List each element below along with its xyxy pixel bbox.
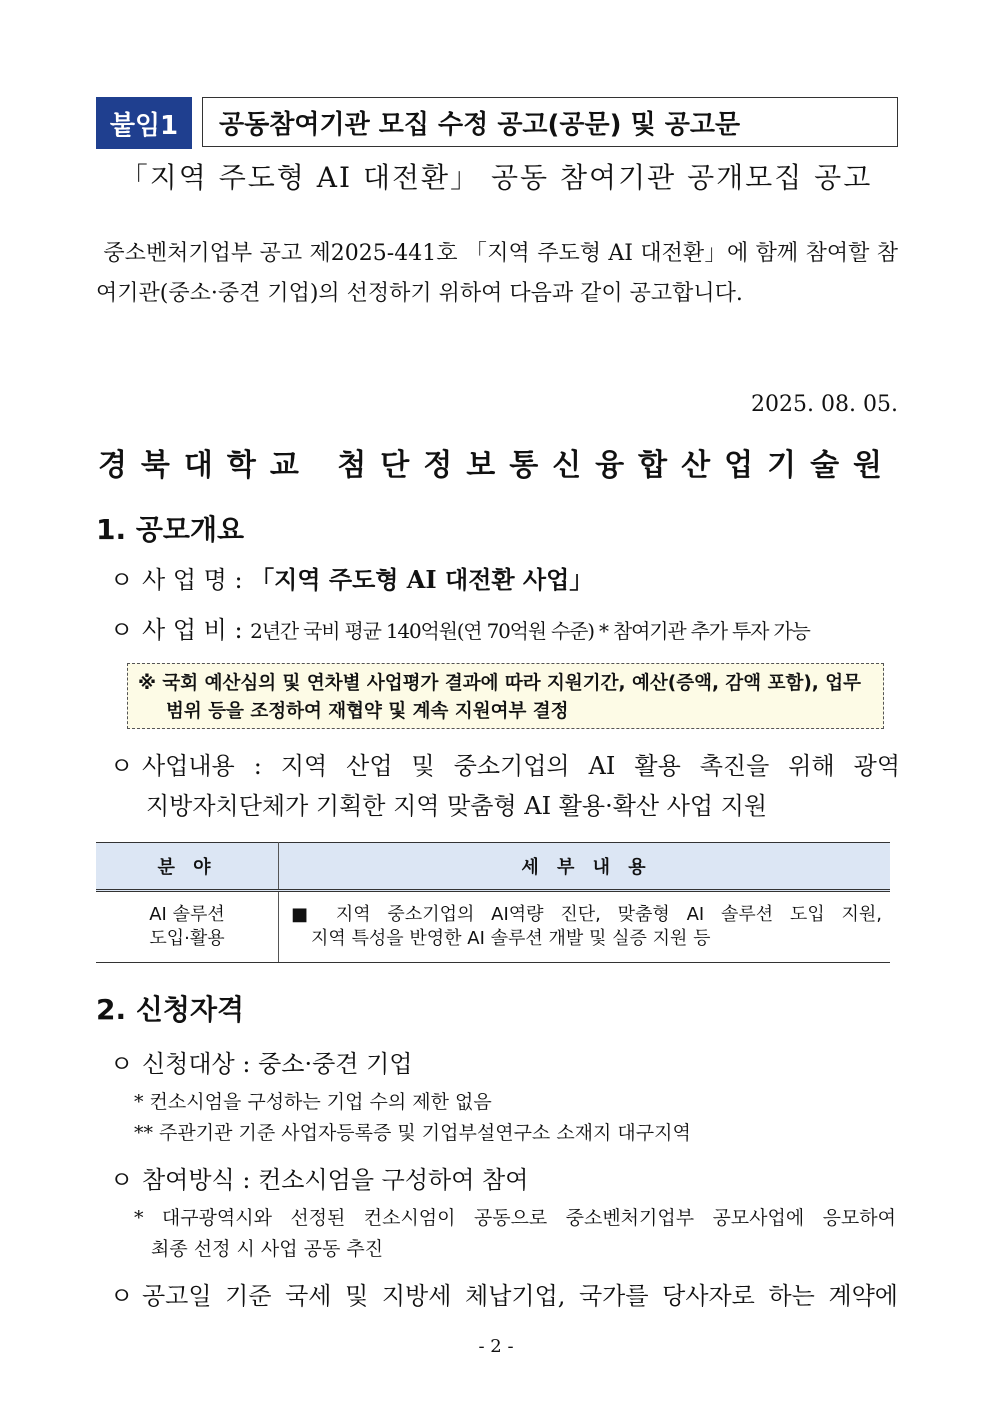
page-number: - 2 - bbox=[478, 1336, 514, 1357]
header-title: 공동참여기관 모집 수정 공고(공문) 및 공고문 bbox=[202, 97, 898, 147]
bullet-symbol: ㅇ bbox=[110, 566, 134, 594]
content-text-1: 지역 산업 및 중소기업의 AI 활용 촉진을 위해 광역 bbox=[280, 752, 901, 780]
bullet-symbol: ㅇ bbox=[110, 1282, 134, 1310]
section-2-title: 2. 신청자격 bbox=[96, 993, 245, 1026]
method-note-line-2: 최종 선정 시 사업 공동 추진 bbox=[151, 1238, 384, 1260]
bullet-symbol: ㅇ bbox=[110, 616, 134, 644]
content-label: 사업내용 : bbox=[142, 752, 262, 780]
content-line-2: 지방자치단체가 기획한 지역 맞춤형 AI 활용·확산 사업 지원 bbox=[146, 792, 768, 820]
table-header-field: 분 야 bbox=[96, 843, 279, 891]
intro-paragraph bbox=[96, 234, 898, 314]
notice-subtitle: 「지역 주도형 AI 대전환」 공동 참여기관 공개모집 공고 bbox=[119, 161, 873, 194]
bullet-symbol: ㅇ bbox=[110, 1166, 134, 1194]
target-label: 신청대상 : bbox=[142, 1050, 251, 1078]
project-name-label: 사 업 명 : bbox=[142, 566, 243, 594]
detail-line-2: 지역 특성을 반영한 AI 솔루션 개발 및 실증 지원 등 bbox=[311, 928, 711, 949]
detail-line-1: ■ 지역 중소기업의 AI역량 진단, 맞춤형 AI 솔루션 도입 지원, bbox=[291, 904, 882, 925]
section-1-title: 1. 공모개요 bbox=[96, 513, 245, 546]
last-item bbox=[110, 1276, 898, 1316]
target-value: 중소·중견 기업 bbox=[258, 1050, 413, 1078]
organization-name: 경북대학교 첨단정보통신융합산업기술원 bbox=[97, 448, 897, 483]
table-header-row bbox=[96, 843, 890, 891]
project-name-item bbox=[110, 560, 900, 600]
target-note-2: ** 주관기관 기준 사업자등록증 및 기업부설연구소 소재지 대구지역 bbox=[134, 1122, 691, 1144]
project-name-value: 「지역 주도형 AI 대전환 사업」 bbox=[250, 565, 594, 594]
budget-item bbox=[110, 610, 910, 651]
notice-date: 2025. 08. 05. bbox=[751, 392, 898, 417]
field-line-1: AI 솔루션 bbox=[149, 904, 225, 925]
method-value: 컨소시엄을 구성하여 참여 bbox=[258, 1166, 529, 1194]
content-line-1 bbox=[110, 746, 900, 786]
target-note-1: * 컨소시엄을 구성하는 기업 수의 제한 없음 bbox=[134, 1091, 492, 1113]
warning-note-box bbox=[127, 663, 884, 729]
table-cell-detail bbox=[279, 891, 891, 963]
warning-note-text: ※ 국회 예산심의 및 연차별 사업평가 결과에 따라 지원기간, 예산(증액, 감액 포함), 업무 범위 등을 조정하여 재협약 및 계속 지원여부 결정 bbox=[138, 673, 862, 722]
table-cell-field bbox=[96, 891, 279, 963]
table-row bbox=[96, 891, 890, 963]
content-item bbox=[110, 746, 900, 826]
target-item bbox=[110, 1044, 900, 1084]
table-header-detail: 세 부 내 용 bbox=[279, 843, 891, 891]
attachment-badge: 붙임1 bbox=[96, 97, 192, 149]
intro-text: 중소벤처기업부 공고 제2025-441호 「지역 주도형 AI 대전환」에 함께 참여할 참여기관(중소·중견 기업)의 선정하기 위하여 다음과 같이 공고합니다. bbox=[96, 241, 898, 306]
method-label: 참여방식 : bbox=[142, 1166, 251, 1194]
bullet-symbol: ㅇ bbox=[110, 1050, 134, 1078]
method-item bbox=[110, 1160, 900, 1200]
method-note-line-1: * 대구광역시와 선정된 컨소시엄이 공동으로 중소벤처기업부 공모사업에 응모하여 bbox=[134, 1207, 896, 1229]
budget-value: 2년간 국비 평균 140억원(연 70억원 수준) * 참여기관 추가 투자 가능 bbox=[250, 619, 810, 643]
budget-label: 사 업 비 : bbox=[142, 616, 243, 644]
field-line-2: 도입·활용 bbox=[149, 928, 225, 949]
detail-table bbox=[96, 842, 890, 963]
last-item-text: 공고일 기준 국세 및 지방세 체납기업, 국가를 당사자로 하는 계약에 bbox=[142, 1282, 898, 1310]
bullet-symbol: ㅇ bbox=[110, 752, 134, 780]
